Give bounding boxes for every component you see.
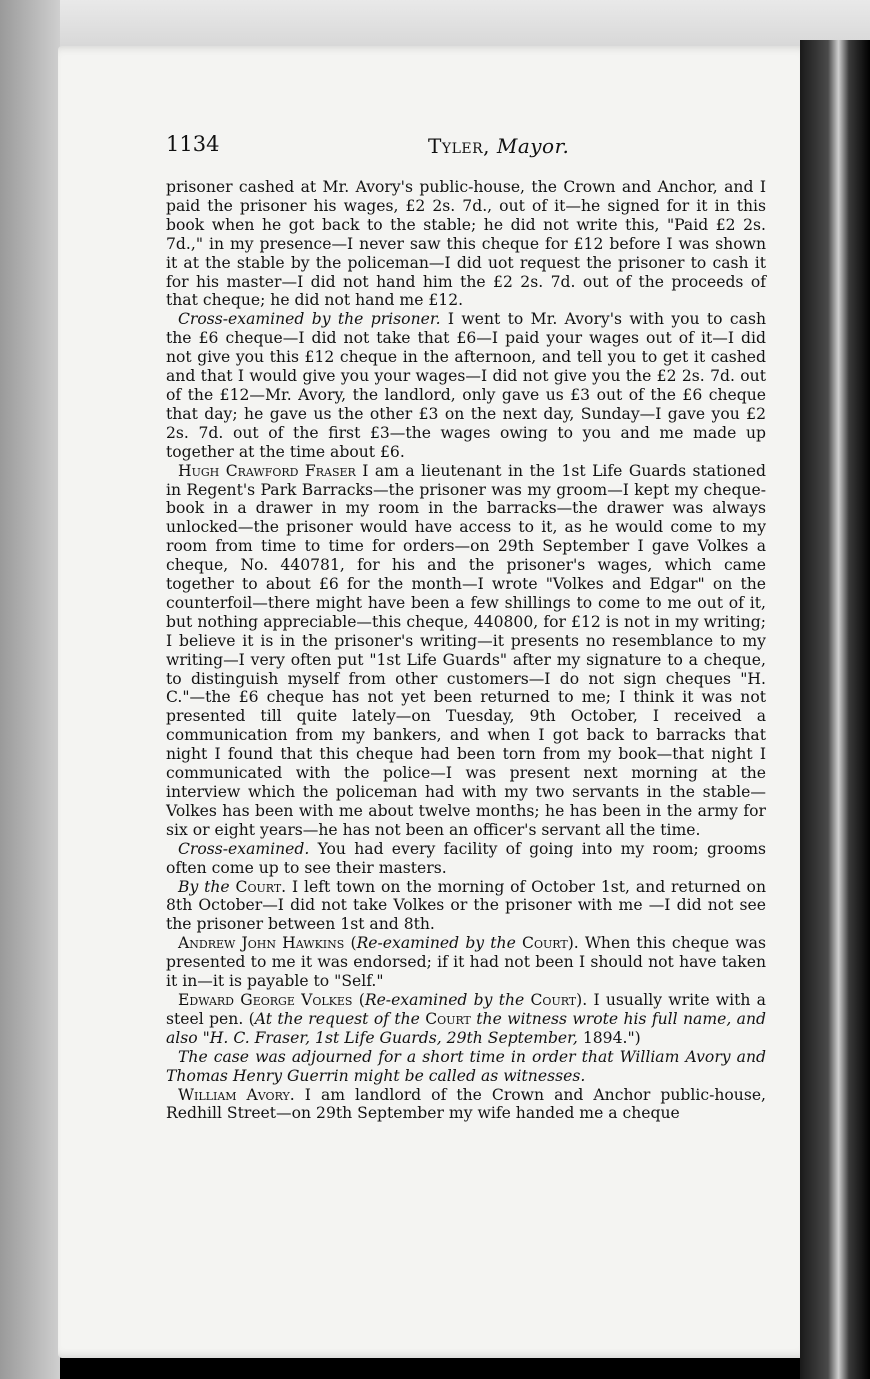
paragraph: [166, 310, 766, 461]
speaker-name: Andrew John Hawkins: [178, 934, 345, 953]
text-run: 1894."): [577, 1028, 641, 1047]
scan-left-edge: [0, 0, 60, 1379]
text-run: . I am landlord of the Crown and Anchor public-house, Redhill Street—on 29th September my wife handed me a cheque: [166, 1085, 767, 1123]
paragraph: [166, 991, 766, 1048]
text-run: The case was adjourned for a short time in order that William Avory and Thomas Henry Guerrin might be called as witnesses.: [166, 1047, 766, 1085]
text-run: You had every facility of going into my room; grooms often come up to see their masters.: [166, 839, 766, 877]
paragraph: [166, 840, 766, 878]
text-run: . I left town on the morning of October 1st, and returned on 8th October—I did not take Volkes or the prisoner with me —I did not see the prisoner between 1st and 8th.: [166, 877, 766, 934]
text-run: Court: [235, 877, 282, 896]
page-number: 1134: [166, 132, 220, 156]
speaker-name: William Avory: [178, 1085, 290, 1104]
text-run: the witness wrote his full name, and also "H. C. Fraser, 1st Life Guards, 29th September,: [166, 1009, 767, 1047]
text-run: (: [344, 934, 357, 953]
paragraph: [166, 1086, 766, 1124]
text-run: (: [352, 990, 365, 1009]
text-run: Cross-examined.: [178, 839, 310, 858]
text-run: Re-examined by the: [364, 990, 525, 1009]
page-header: [166, 132, 766, 166]
text-run: ). I usually write with a steel pen. (: [166, 990, 766, 1028]
text-run: I am a lieutenant in the 1st Life Guards stationed in Regent's Park Barracks—the prisoner was my groom—I kept my cheque-book in a drawer in my room in the barracks—the drawer was always unlocked—the prisoner would have access to it, as he would come to my room from time to time for orders—on 29th September I gave Volkes a cheque, No. 440781, for his and the prisoner's wages, which came together to about £6 for the month—I wrote "Volkes and Edgar" on the counterfoil—there might have been a few shillings to come to me out of it, but nothing appreciable—this cheque, 440800, for £12 is not in my writing; I believe it is in the prisoner's writing—it presents no resemblance to my writing—I very often put "1st Life Guards" after my signature to a cheque, to distinguish myself from other customers—I do not sign cheques "H. C."—the £6 cheque has not yet been returned to me; I think it was not presented till quite lately—on Tuesday, 9th October, I received a communication from my bankers, and when I got back to barracks that night I found that this cheque had been torn from my book—that night I communicated with the police—I was present next morning at the interview which the policeman had with my two servants in the stable—Volkes has been with me about twelve months; he has been in the army for six or eight years—he has not been an officer's servant all the time.: [166, 461, 767, 839]
paragraph: [166, 934, 766, 991]
text-run: prisoner cashed at Mr. Avory's public-house, the Crown and Anchor, and I paid the prisoner his wages, £2 2s. 7d., out of it—he signed for it in this book when he got back to the stable; he did not write this, "Paid £2 2s. 7d.," in my presence—I never saw this cheque for £12 before I was shown it at the stable by the policeman—I did uot request the prisoner to cash it for his master—I did not hand him the £2 2s. 7d. out of the proceeds of that cheque; he did not hand me £12.: [166, 178, 766, 310]
text-run: Court: [530, 990, 577, 1009]
paragraph: [166, 462, 766, 840]
text-run: Court: [522, 934, 568, 953]
running-head-name: Tyler,: [428, 134, 490, 158]
paragraph: [166, 1048, 766, 1086]
book-gutter: [800, 40, 870, 1379]
paragraph: [166, 178, 766, 310]
running-head-role: Mayor.: [496, 134, 570, 158]
body-text: [166, 178, 766, 1123]
text-run: Cross-examined by the prisoner.: [178, 310, 441, 329]
text-run: I went to Mr. Avory's with you to cash the £6 cheque—I did not take that £6—I paid your wages out of it—I did not give you this £12 cheque in the afternoon, and tell you to get it cashed and that I would give you your wages—I did not give you the £2 2s. 7d. out of the £12—Mr. Avory, the landlord, only gave us £3 out of the £6 cheque that day; he gave us the other £3 on the next day, Sunday—I gave you £2 2s. 7d. out of the first £3—the wages owing to you and me made up together at the time about £6.: [166, 310, 766, 461]
speaker-name: Hugh Crawford Fraser: [178, 461, 356, 480]
paragraph: [166, 878, 766, 935]
speaker-name: Edward George Volkes: [178, 990, 353, 1009]
text-run: By the: [178, 877, 230, 896]
text-run: At the request of the: [254, 1009, 420, 1028]
text-run: Court: [425, 1009, 471, 1028]
text-run: Re-examined by the: [356, 934, 516, 953]
text-run: ). When this cheque was presented to me it was endorsed; if it had not been I should not have taken it in—it is payable to "Self.": [166, 934, 766, 991]
running-head: [428, 134, 569, 158]
